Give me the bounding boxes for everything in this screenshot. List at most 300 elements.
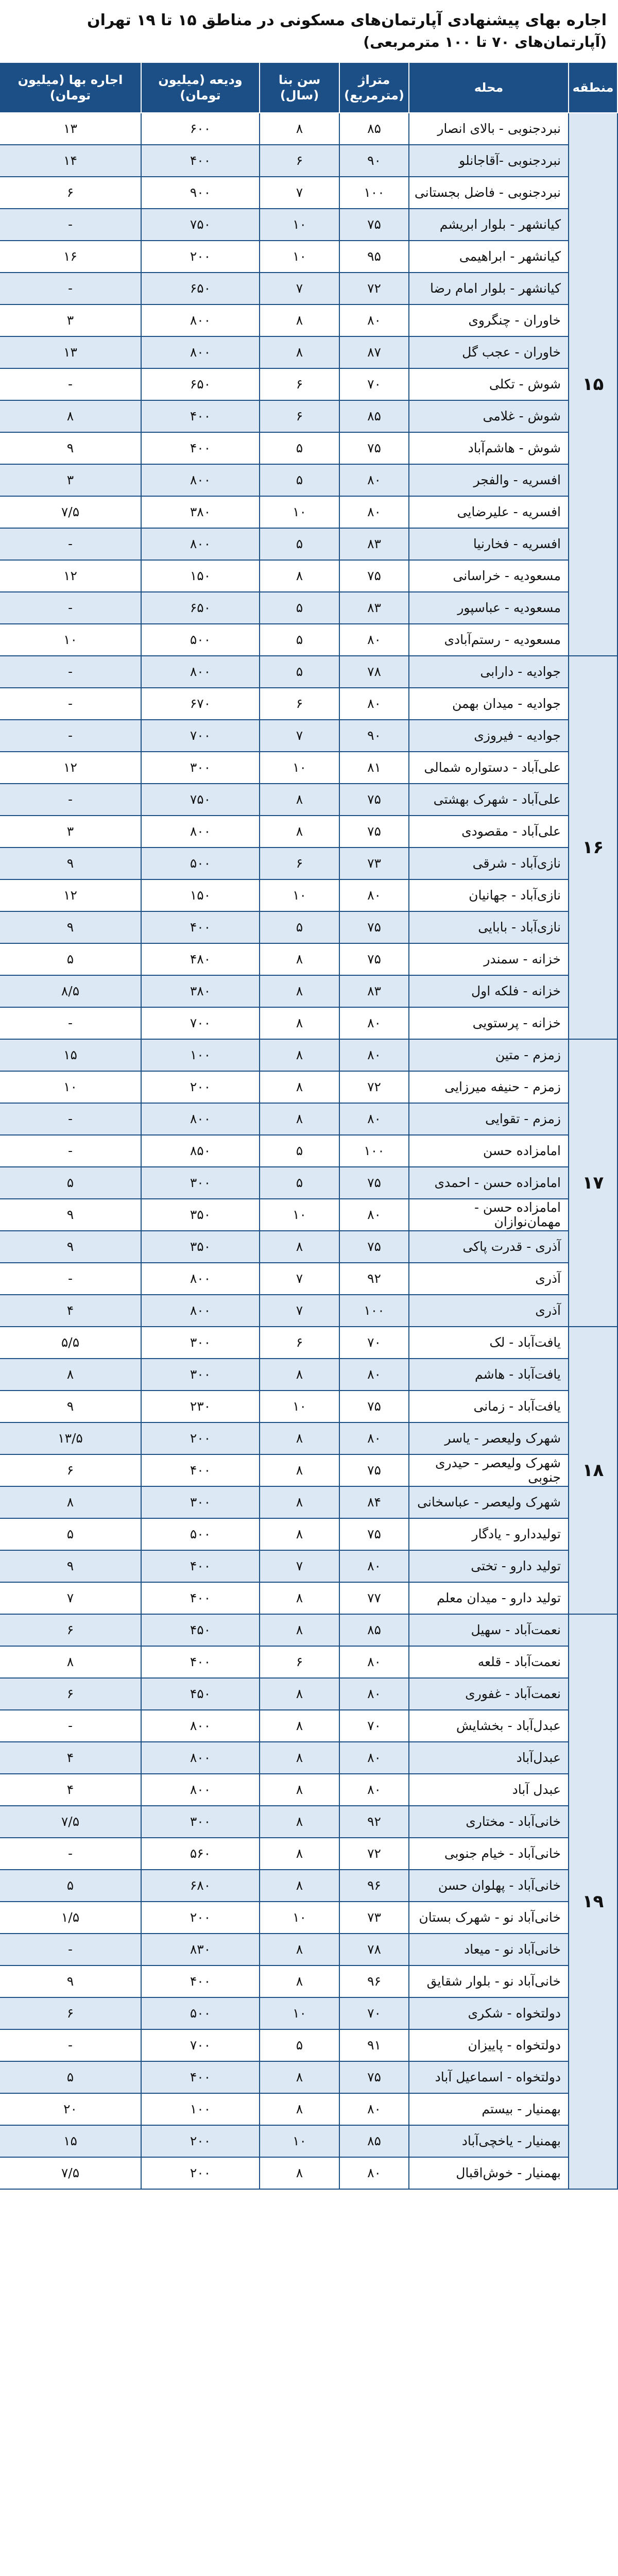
area-cell: ۸۱ <box>339 752 409 784</box>
rent-cell: ۱/۵ <box>0 1902 141 1934</box>
area-cell: ۸۰ <box>339 879 409 911</box>
rent-cell: ۱۶ <box>0 241 141 273</box>
deposit-cell: ۸۰۰ <box>141 1263 260 1295</box>
table-body <box>0 113 617 2189</box>
age-cell: ۵ <box>260 2029 339 2061</box>
neighborhood-cell: شهرک ولیعصر - عباسخانی <box>409 1486 569 1518</box>
region-cell: ۱۵ <box>569 113 617 656</box>
header-rent: اجاره بها (میلیون تومان) <box>0 62 141 113</box>
deposit-cell: ۶۸۰ <box>141 1870 260 1902</box>
deposit-cell: ۵۰۰ <box>141 624 260 656</box>
rent-cell: ۵ <box>0 1518 141 1550</box>
table-row <box>0 1550 617 1582</box>
rent-cell: - <box>0 1710 141 1742</box>
rent-cell: ۱۳/۵ <box>0 1422 141 1454</box>
table-row <box>0 1742 617 1774</box>
table-row <box>0 943 617 975</box>
area-cell: ۷۲ <box>339 273 409 304</box>
neighborhood-cell: یافت‌آباد - هاشم <box>409 1359 569 1391</box>
table-row <box>0 1454 617 1486</box>
neighborhood-cell: علی‌آباد - دستواره شمالی <box>409 752 569 784</box>
table-row <box>0 1678 617 1710</box>
neighborhood-cell: بهمنیار - بیستم <box>409 2093 569 2125</box>
rent-cell: ۵/۵ <box>0 1327 141 1359</box>
rent-cell: - <box>0 528 141 560</box>
neighborhood-cell: خانی‌آباد نو - شهرک بستان <box>409 1902 569 1934</box>
area-cell: ۷۵ <box>339 1518 409 1550</box>
area-cell: ۸۰ <box>339 496 409 528</box>
deposit-cell: ۸۰۰ <box>141 816 260 848</box>
table-row <box>0 1774 617 1806</box>
area-cell: ۷۵ <box>339 1167 409 1199</box>
rent-cell: ۴ <box>0 1742 141 1774</box>
age-cell: ۱۰ <box>260 1199 339 1231</box>
table-row <box>0 592 617 624</box>
area-cell: ۷۸ <box>339 1934 409 1965</box>
neighborhood-cell: کیانشهر - بلوار امام رضا <box>409 273 569 304</box>
area-cell: ۸۳ <box>339 528 409 560</box>
rent-cell: ۱۵ <box>0 2125 141 2157</box>
neighborhood-cell: عبدل‌آباد <box>409 1742 569 1774</box>
area-cell: ۷۵ <box>339 1231 409 1263</box>
neighborhood-cell: تولید دارو - تختی <box>409 1550 569 1582</box>
age-cell: ۸ <box>260 2093 339 2125</box>
area-cell: ۸۵ <box>339 113 409 145</box>
neighborhood-cell: شوش - غلامی <box>409 400 569 432</box>
age-cell: ۸ <box>260 2061 339 2093</box>
neighborhood-cell: دولتخواه - شکری <box>409 1997 569 2029</box>
table-row <box>0 1391 617 1422</box>
rent-cell: - <box>0 1007 141 1039</box>
table-row <box>0 1838 617 1870</box>
deposit-cell: ۲۰۰ <box>141 241 260 273</box>
area-cell: ۹۶ <box>339 1870 409 1902</box>
rent-cell: - <box>0 1934 141 1965</box>
age-cell: ۸ <box>260 113 339 145</box>
table-row <box>0 688 617 720</box>
deposit-cell: ۵۰۰ <box>141 848 260 879</box>
rent-cell: ۵ <box>0 2061 141 2093</box>
area-cell: ۸۷ <box>339 336 409 368</box>
age-cell: ۷ <box>260 1550 339 1582</box>
age-cell: ۸ <box>260 1806 339 1838</box>
age-cell: ۸ <box>260 1359 339 1391</box>
table-row <box>0 848 617 879</box>
rent-table <box>0 62 618 2190</box>
deposit-cell: ۴۵۰ <box>141 1678 260 1710</box>
deposit-cell: ۴۰۰ <box>141 1582 260 1614</box>
table-row <box>0 656 617 688</box>
age-cell: ۸ <box>260 1039 339 1071</box>
age-cell: ۵ <box>260 1135 339 1167</box>
rent-cell: - <box>0 592 141 624</box>
table-row <box>0 1103 617 1135</box>
area-cell: ۸۵ <box>339 2125 409 2157</box>
table-row <box>0 1486 617 1518</box>
age-cell: ۸ <box>260 1965 339 1997</box>
deposit-cell: ۳۰۰ <box>141 1167 260 1199</box>
neighborhood-cell: عبدل‌آباد - بخشایش <box>409 1710 569 1742</box>
deposit-cell: ۴۰۰ <box>141 911 260 943</box>
age-cell: ۱۰ <box>260 209 339 241</box>
deposit-cell: ۸۰۰ <box>141 1742 260 1774</box>
deposit-cell: ۳۰۰ <box>141 1359 260 1391</box>
deposit-cell: ۶۵۰ <box>141 273 260 304</box>
title-block <box>0 0 618 62</box>
table-row <box>0 1646 617 1678</box>
neighborhood-cell: دولتخواه - پاییزان <box>409 2029 569 2061</box>
neighborhood-cell: نبردجنوبی - فاضل بجستانی <box>409 177 569 209</box>
age-cell: ۸ <box>260 1071 339 1103</box>
age-cell: ۵ <box>260 624 339 656</box>
table-row <box>0 975 617 1007</box>
area-cell: ۸۳ <box>339 592 409 624</box>
neighborhood-cell: آذری <box>409 1263 569 1295</box>
age-cell: ۸ <box>260 1486 339 1518</box>
rent-cell: ۹ <box>0 1199 141 1231</box>
deposit-cell: ۸۰۰ <box>141 464 260 496</box>
table-row <box>0 1806 617 1838</box>
neighborhood-cell: نعمت‌آباد - غفوری <box>409 1678 569 1710</box>
neighborhood-cell: خانی‌آباد - پهلوان حسن <box>409 1870 569 1902</box>
neighborhood-cell: خاوران - چنگروی <box>409 304 569 336</box>
page-subtitle: (آپارتمان‌های ۷۰ تا ۱۰۰ مترمربعی) <box>363 33 607 50</box>
deposit-cell: ۴۰۰ <box>141 1965 260 1997</box>
deposit-cell: ۶۵۰ <box>141 368 260 400</box>
rent-cell: ۱۲ <box>0 879 141 911</box>
area-cell: ۸۵ <box>339 1614 409 1646</box>
area-cell: ۷۲ <box>339 1071 409 1103</box>
neighborhood-cell: بهمنیار - یاخچی‌آباد <box>409 2125 569 2157</box>
neighborhood-cell: نازی‌آباد - شرقی <box>409 848 569 879</box>
deposit-cell: ۶۷۰ <box>141 688 260 720</box>
neighborhood-cell: آذری <box>409 1295 569 1327</box>
age-cell: ۸ <box>260 1838 339 1870</box>
area-cell: ۷۳ <box>339 1902 409 1934</box>
rent-cell: - <box>0 688 141 720</box>
deposit-cell: ۵۰۰ <box>141 1997 260 2029</box>
age-cell: ۷ <box>260 177 339 209</box>
table-row <box>0 1997 617 2029</box>
deposit-cell: ۳۸۰ <box>141 496 260 528</box>
deposit-cell: ۶۰۰ <box>141 113 260 145</box>
age-cell: ۶ <box>260 1646 339 1678</box>
age-cell: ۱۰ <box>260 1902 339 1934</box>
age-cell: ۷ <box>260 1295 339 1327</box>
deposit-cell: ۴۵۰ <box>141 1614 260 1646</box>
rent-cell: ۱۳ <box>0 113 141 145</box>
area-cell: ۸۰ <box>339 1103 409 1135</box>
table-row <box>0 1934 617 1965</box>
rent-cell: ۸ <box>0 400 141 432</box>
table-row <box>0 177 617 209</box>
age-cell: ۱۰ <box>260 879 339 911</box>
age-cell: ۸ <box>260 1678 339 1710</box>
table-row <box>0 879 617 911</box>
neighborhood-cell: امامزاده حسن - مهمان‌نوازان <box>409 1199 569 1231</box>
deposit-cell: ۳۵۰ <box>141 1231 260 1263</box>
neighborhood-cell: زمزم - حنیفه میرزایی <box>409 1071 569 1103</box>
deposit-cell: ۸۰۰ <box>141 304 260 336</box>
deposit-cell: ۳۰۰ <box>141 1806 260 1838</box>
deposit-cell: ۵۶۰ <box>141 1838 260 1870</box>
area-cell: ۸۰ <box>339 1359 409 1391</box>
area-cell: ۸۰ <box>339 1039 409 1071</box>
region-cell: ۱۶ <box>569 656 617 1039</box>
rent-cell: ۷/۵ <box>0 496 141 528</box>
area-cell: ۸۰ <box>339 1678 409 1710</box>
neighborhood-cell: امامزاده حسن <box>409 1135 569 1167</box>
rent-cell: ۳ <box>0 304 141 336</box>
rent-cell: - <box>0 784 141 816</box>
rent-cell: - <box>0 368 141 400</box>
area-cell: ۹۶ <box>339 1965 409 1997</box>
neighborhood-cell: خزانه - سمندر <box>409 943 569 975</box>
area-cell: ۷۵ <box>339 2061 409 2093</box>
table-header-row <box>0 62 617 113</box>
rent-cell: ۱۰ <box>0 1071 141 1103</box>
deposit-cell: ۴۰۰ <box>141 1550 260 1582</box>
neighborhood-cell: جوادیه - دارابی <box>409 656 569 688</box>
table-row <box>0 1263 617 1295</box>
area-cell: ۸۰ <box>339 1646 409 1678</box>
table-row <box>0 464 617 496</box>
table-row <box>0 1135 617 1167</box>
age-cell: ۸ <box>260 1007 339 1039</box>
region-cell: ۱۹ <box>569 1614 617 2189</box>
deposit-cell: ۹۰۰ <box>141 177 260 209</box>
deposit-cell: ۷۰۰ <box>141 1007 260 1039</box>
table-row <box>0 1902 617 1934</box>
age-cell: ۸ <box>260 1742 339 1774</box>
table-row <box>0 528 617 560</box>
deposit-cell: ۸۰۰ <box>141 1103 260 1135</box>
area-cell: ۸۰ <box>339 1422 409 1454</box>
rent-cell: ۳ <box>0 816 141 848</box>
header-age: سن بنا (سال) <box>260 62 339 113</box>
rent-cell: ۱۵ <box>0 1039 141 1071</box>
area-cell: ۱۰۰ <box>339 1135 409 1167</box>
deposit-cell: ۴۰۰ <box>141 1454 260 1486</box>
neighborhood-cell: یافت‌آباد - زمانی <box>409 1391 569 1422</box>
deposit-cell: ۸۳۰ <box>141 1934 260 1965</box>
deposit-cell: ۲۰۰ <box>141 1071 260 1103</box>
area-cell: ۸۰ <box>339 1550 409 1582</box>
rent-cell: - <box>0 720 141 752</box>
rent-cell: ۱۲ <box>0 752 141 784</box>
table-row <box>0 113 617 145</box>
table-row <box>0 304 617 336</box>
rent-cell: ۱۲ <box>0 560 141 592</box>
area-cell: ۹۲ <box>339 1263 409 1295</box>
age-cell: ۸ <box>260 1582 339 1614</box>
table-row <box>0 911 617 943</box>
area-cell: ۸۰ <box>339 1007 409 1039</box>
neighborhood-cell: افسریه - والفجر <box>409 464 569 496</box>
area-cell: ۱۰۰ <box>339 1295 409 1327</box>
table-row <box>0 1199 617 1231</box>
age-cell: ۵ <box>260 911 339 943</box>
age-cell: ۸ <box>260 1934 339 1965</box>
neighborhood-cell: مسعودیه - عباسپور <box>409 592 569 624</box>
deposit-cell: ۲۰۰ <box>141 1902 260 1934</box>
area-cell: ۹۰ <box>339 145 409 177</box>
deposit-cell: ۷۵۰ <box>141 209 260 241</box>
neighborhood-cell: شوش - هاشم‌آباد <box>409 432 569 464</box>
rent-cell: ۲۰ <box>0 2093 141 2125</box>
table-row <box>0 1007 617 1039</box>
age-cell: ۸ <box>260 1422 339 1454</box>
area-cell: ۸۰ <box>339 688 409 720</box>
neighborhood-cell: یافت‌آباد - لک <box>409 1327 569 1359</box>
table-row <box>0 368 617 400</box>
neighborhood-cell: خزانه - فلکه اول <box>409 975 569 1007</box>
rent-cell: - <box>0 656 141 688</box>
area-cell: ۸۰ <box>339 2093 409 2125</box>
rent-cell: ۹ <box>0 1231 141 1263</box>
deposit-cell: ۳۵۰ <box>141 1199 260 1231</box>
table-row <box>0 1518 617 1550</box>
area-cell: ۷۸ <box>339 656 409 688</box>
rent-cell: ۷/۵ <box>0 2157 141 2189</box>
table-row <box>0 1870 617 1902</box>
age-cell: ۸ <box>260 304 339 336</box>
area-cell: ۸۰ <box>339 464 409 496</box>
neighborhood-cell: امامزاده حسن - احمدی <box>409 1167 569 1199</box>
table-row <box>0 1582 617 1614</box>
rent-cell: ۶ <box>0 1678 141 1710</box>
table-row <box>0 145 617 177</box>
age-cell: ۱۰ <box>260 1391 339 1422</box>
deposit-cell: ۷۵۰ <box>141 784 260 816</box>
age-cell: ۱۰ <box>260 1997 339 2029</box>
neighborhood-cell: مسعودیه - خراسانی <box>409 560 569 592</box>
neighborhood-cell: آذری - قدرت پاکی <box>409 1231 569 1263</box>
age-cell: ۸ <box>260 2157 339 2189</box>
neighborhood-cell: شوش - تکلی <box>409 368 569 400</box>
rent-cell: - <box>0 1103 141 1135</box>
deposit-cell: ۴۰۰ <box>141 432 260 464</box>
age-cell: ۵ <box>260 432 339 464</box>
neighborhood-cell: خانی‌آباد - مختاری <box>409 1806 569 1838</box>
area-cell: ۸۰ <box>339 624 409 656</box>
deposit-cell: ۱۰۰ <box>141 1039 260 1071</box>
deposit-cell: ۸۰۰ <box>141 1295 260 1327</box>
area-cell: ۸۵ <box>339 400 409 432</box>
area-cell: ۷۵ <box>339 911 409 943</box>
rent-cell: ۹ <box>0 1550 141 1582</box>
area-cell: ۷۵ <box>339 560 409 592</box>
area-cell: ۱۰۰ <box>339 177 409 209</box>
table-row <box>0 816 617 848</box>
neighborhood-cell: خاوران - عجب گل <box>409 336 569 368</box>
deposit-cell: ۸۰۰ <box>141 1774 260 1806</box>
age-cell: ۸ <box>260 1454 339 1486</box>
deposit-cell: ۸۰۰ <box>141 528 260 560</box>
rent-cell: ۶ <box>0 1454 141 1486</box>
area-cell: ۸۳ <box>339 975 409 1007</box>
age-cell: ۸ <box>260 1231 339 1263</box>
rent-cell: ۹ <box>0 1391 141 1422</box>
area-cell: ۷۰ <box>339 368 409 400</box>
table-row <box>0 1965 617 1997</box>
rent-cell: - <box>0 209 141 241</box>
age-cell: ۵ <box>260 592 339 624</box>
deposit-cell: ۲۰۰ <box>141 1422 260 1454</box>
neighborhood-cell: زمزم - متین <box>409 1039 569 1071</box>
neighborhood-cell: خانی‌آباد نو - بلوار شقایق <box>409 1965 569 1997</box>
table-row <box>0 1422 617 1454</box>
header-region: منطقه <box>569 62 617 113</box>
neighborhood-cell: نازی‌آباد - بابایی <box>409 911 569 943</box>
area-cell: ۸۰ <box>339 2157 409 2189</box>
neighborhood-cell: مسعودیه - رستم‌آبادی <box>409 624 569 656</box>
table-row <box>0 400 617 432</box>
header-deposit: ودیعه (میلیون تومان) <box>141 62 260 113</box>
area-cell: ۷۵ <box>339 432 409 464</box>
neighborhood-cell: افسریه - علیرضایی <box>409 496 569 528</box>
rent-cell: ۶ <box>0 1997 141 2029</box>
table-row <box>0 752 617 784</box>
deposit-cell: ۲۳۰ <box>141 1391 260 1422</box>
age-cell: ۸ <box>260 1870 339 1902</box>
age-cell: ۶ <box>260 145 339 177</box>
deposit-cell: ۷۰۰ <box>141 2029 260 2061</box>
deposit-cell: ۲۰۰ <box>141 2157 260 2189</box>
rent-cell: ۳ <box>0 464 141 496</box>
neighborhood-cell: خزانه - پرستویی <box>409 1007 569 1039</box>
area-cell: ۷۵ <box>339 784 409 816</box>
neighborhood-cell: نبردجنوبی -آقاجانلو <box>409 145 569 177</box>
table-row <box>0 432 617 464</box>
neighborhood-cell: کیانشهر - بلوار ابریشم <box>409 209 569 241</box>
table-row <box>0 2157 617 2189</box>
area-cell: ۷۲ <box>339 1838 409 1870</box>
rent-cell: ۱۰ <box>0 624 141 656</box>
age-cell: ۸ <box>260 1614 339 1646</box>
deposit-cell: ۳۸۰ <box>141 975 260 1007</box>
rent-cell: ۷ <box>0 1582 141 1614</box>
neighborhood-cell: تولیددارو - یادگار <box>409 1518 569 1550</box>
neighborhood-cell: نبردجنوبی - بالای انصار <box>409 113 569 145</box>
age-cell: ۸ <box>260 1774 339 1806</box>
page-title: اجاره بهای پیشنهادی آپارتمان‌های مسکونی در مناطق ۱۵ تا ۱۹ تهران <box>87 11 607 29</box>
age-cell: ۵ <box>260 464 339 496</box>
age-cell: ۵ <box>260 656 339 688</box>
neighborhood-cell: کیانشهر - ابراهیمی <box>409 241 569 273</box>
area-cell: ۸۰ <box>339 304 409 336</box>
age-cell: ۸ <box>260 560 339 592</box>
table-row <box>0 784 617 816</box>
table-row <box>0 1167 617 1199</box>
table-row <box>0 273 617 304</box>
deposit-cell: ۳۰۰ <box>141 1327 260 1359</box>
deposit-cell: ۷۰۰ <box>141 720 260 752</box>
deposit-cell: ۴۰۰ <box>141 400 260 432</box>
rent-cell: ۶ <box>0 177 141 209</box>
rent-cell: ۷/۵ <box>0 1806 141 1838</box>
table-row <box>0 1231 617 1263</box>
header-area: متراژ (مترمربع) <box>339 62 409 113</box>
neighborhood-cell: شهرک ولیعصر - حیدری جنوبی <box>409 1454 569 1486</box>
neighborhood-cell: علی‌آباد - شهرک بهشتی <box>409 784 569 816</box>
rent-cell: - <box>0 2029 141 2061</box>
neighborhood-cell: علی‌آباد - مقصودی <box>409 816 569 848</box>
rent-cell: ۵ <box>0 943 141 975</box>
area-cell: ۸۰ <box>339 1199 409 1231</box>
deposit-cell: ۲۰۰ <box>141 2125 260 2157</box>
neighborhood-cell: جوادیه - میدان بهمن <box>409 688 569 720</box>
